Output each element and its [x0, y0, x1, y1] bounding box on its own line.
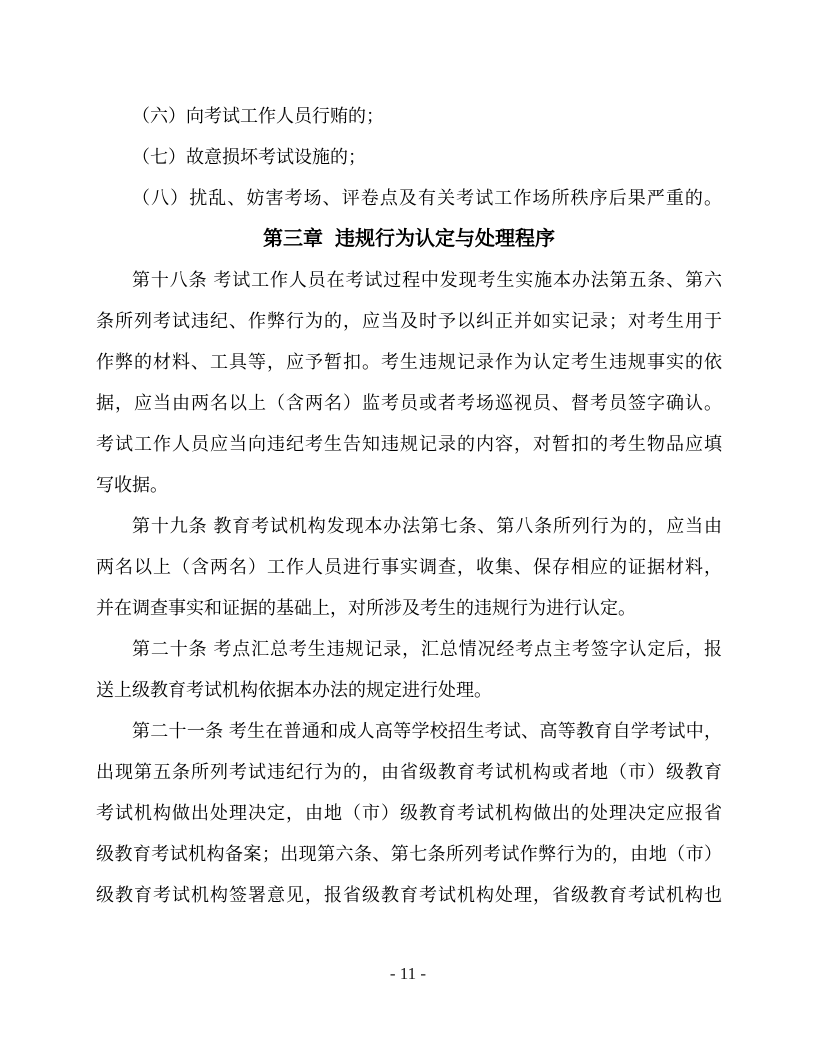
chapter-number-text: 第三章 — [263, 228, 323, 250]
page-number: - 11 - — [389, 964, 427, 983]
text-line: 第十九条 教育考试机构发现本办法第七条、第八条所列行为的，应当由 — [132, 516, 722, 536]
text-line: 条所列考试违纪、作弊行为的，应当及时予以纠正并如实记录；对考生用于 — [96, 311, 722, 331]
text-line: 作弊的材料、工具等，应予暂扣。考生违规记录作为认定考生违规事实的依 — [96, 352, 722, 372]
text-line: 出现第五条所列考试违纪行为的，由省级教育考试机构或者地（市）级教育 — [96, 762, 722, 782]
text-line: 考试机构做出处理决定，由地（市）级教育考试机构做出的处理决定应报省 — [96, 803, 722, 823]
text-line: 第十八条 考试工作人员在考试过程中发现考生实施本办法第五条、第六 — [132, 270, 722, 290]
document-body — [96, 96, 722, 916]
text-line: 级教育考试机构签署意见，报省级教育考试机构处理，省级教育考试机构也 — [96, 885, 722, 905]
text-line: 考试工作人员应当向违纪考生告知违规记录的内容，对暂扣的考生物品应填 — [96, 434, 722, 454]
page-footer — [0, 964, 816, 984]
text-line: 并在调查事实和证据的基础上，对所涉及考生的违规行为进行认定。 — [96, 598, 636, 618]
chapter-title-text: 违规行为认定与处理程序 — [335, 228, 555, 250]
text-line: 据，应当由两名以上（含两名）监考员或者考场巡视员、督考员签字确认。 — [96, 393, 722, 413]
chapter-heading — [96, 219, 722, 260]
text-line: （八）扰乱、妨害考场、评卷点及有关考试工作场所秩序后果严重的。 — [132, 188, 722, 208]
text-line: （七）故意损坏考试设施的； — [132, 147, 366, 167]
text-line: 第二十条 考点汇总考生违规记录，汇总情况经考点主考签字认定后，报 — [132, 639, 722, 659]
text-line: 写收据。 — [96, 475, 168, 495]
text-line: 第二十一条 考生在普通和成人高等学校招生考试、高等教育自学考试中， — [132, 721, 722, 741]
text-line: 送上级教育考试机构依据本办法的规定进行处理。 — [96, 680, 492, 700]
text-line: 级教育考试机构备案；出现第六条、第七条所列考试作弊行为的，由地（市） — [96, 844, 722, 864]
text-line: 两名以上（含两名）工作人员进行事实调查，收集、保存相应的证据材料， — [96, 557, 722, 577]
text-line: （六）向考试工作人员行贿的； — [132, 106, 384, 126]
